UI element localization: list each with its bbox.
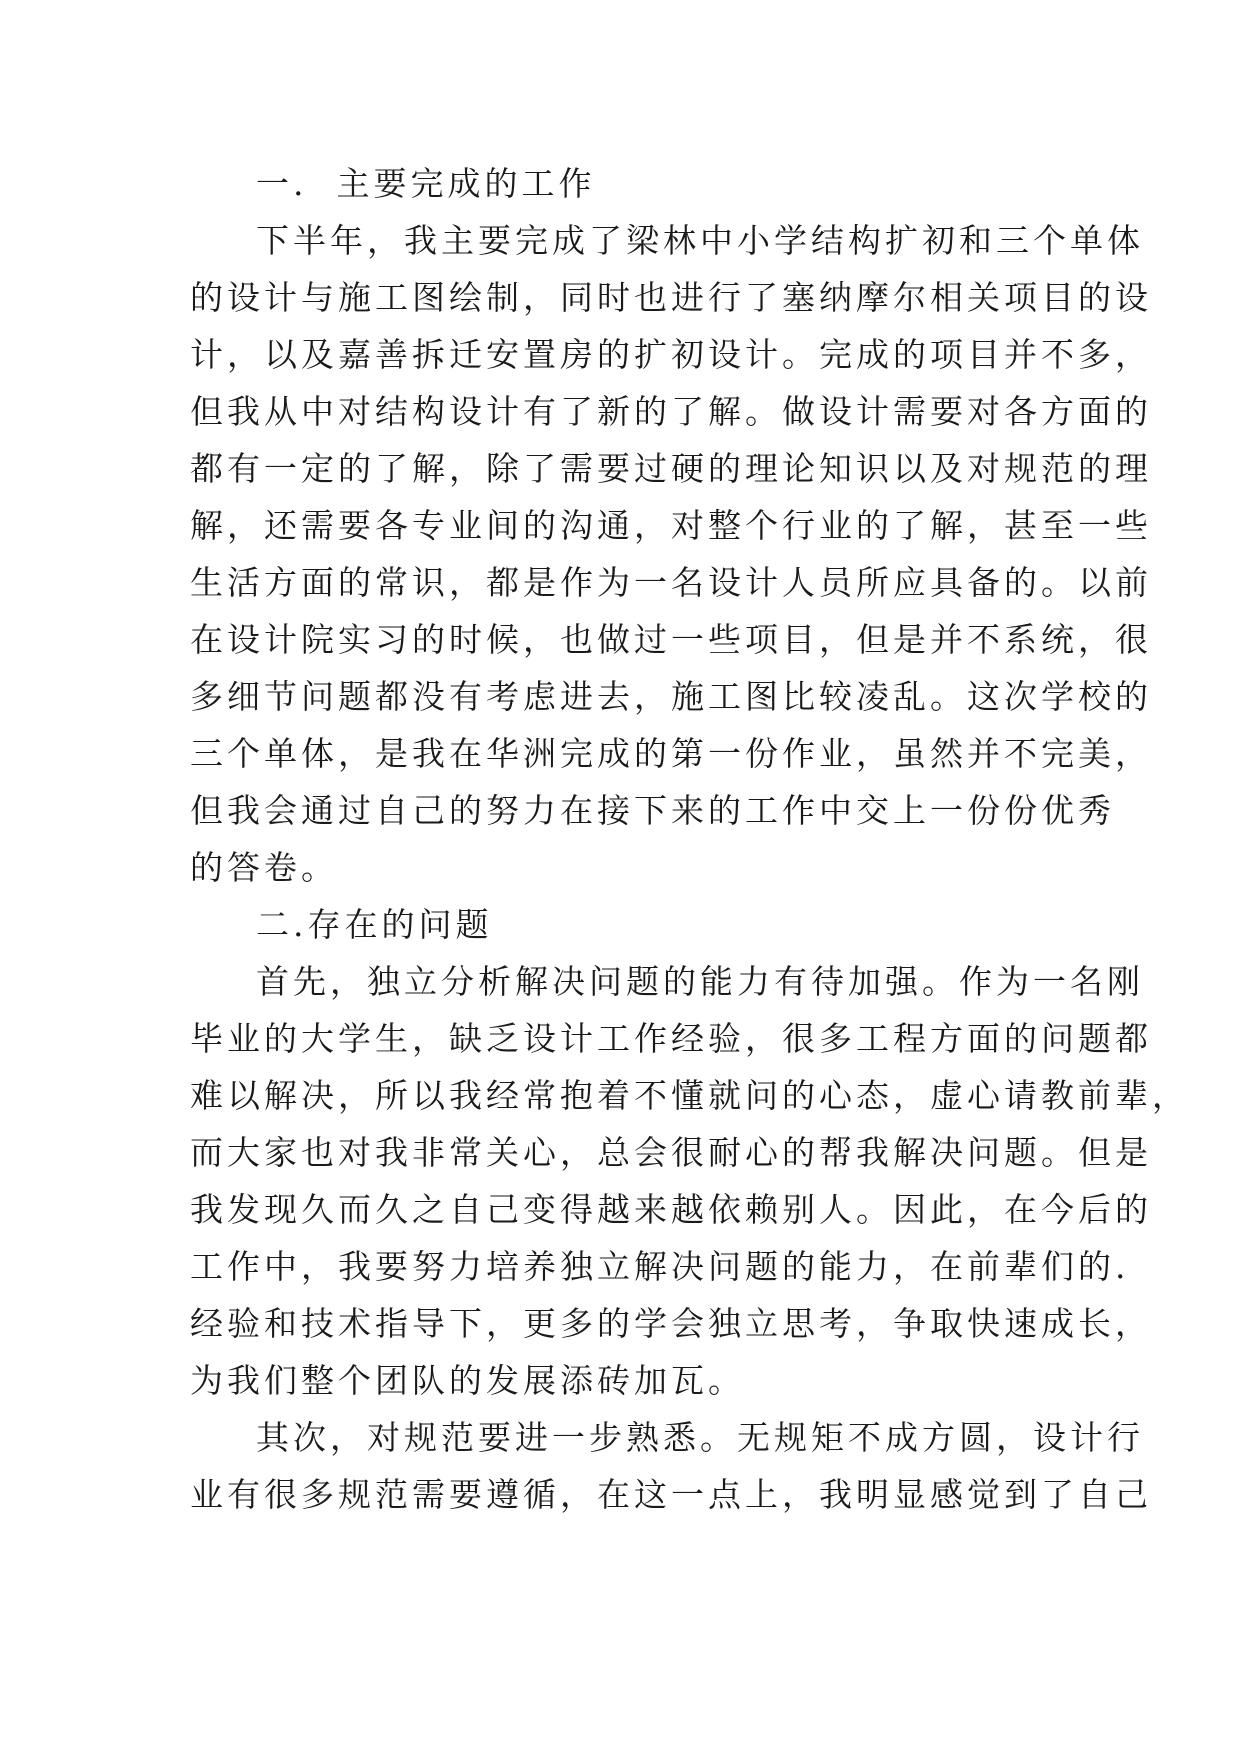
section-heading-1: 一. 主要完成的工作: [256, 164, 596, 203]
paragraph-line: 工作中，我要努力培养独立解决问题的能力，在前辈们的.: [190, 1247, 1130, 1286]
paragraph-line: 但我会通过自己的努力在接下来的工作中交上一份份优秀: [190, 791, 1115, 830]
paragraph-line: 首先，独立分析解决问题的能力有待加强。作为一名刚: [256, 962, 1144, 1001]
paragraph-1: [190, 212, 1152, 896]
paragraph-line: 经验和技术指导下，更多的学会独立思考，争取快速成长，: [190, 1304, 1152, 1343]
paragraph-2: [190, 953, 1189, 1409]
paragraph-line: 毕业的大学生，缺乏设计工作经验，很多工程方面的问题都: [190, 1019, 1152, 1058]
paragraph-line: 但我从中对结构设计有了新的了解。做设计需要对各方面的: [190, 392, 1152, 431]
paragraph-line: 其次，对规范要进一步熟悉。无规矩不成方圆，设计行: [256, 1418, 1144, 1457]
paragraph-line: 计，以及嘉善拆迁安置房的扩初设计。完成的项目并不多，: [190, 335, 1152, 374]
section-heading-2: 二.存在的问题: [256, 905, 493, 944]
paragraph-line: 我发现久而久之自己变得越来越依赖别人。因此，在今后的: [190, 1190, 1152, 1229]
document-body: [190, 155, 1189, 1523]
paragraph-line: 在设计院实习的时候，也做过一些项目，但是并不系统，很: [190, 620, 1152, 659]
paragraph-line: 解，还需要各专业间的沟通，对整个行业的了解，甚至一些: [190, 506, 1152, 545]
paragraph-line: 难以解决，所以我经常抱着不懂就问的心态，虚心请教前辈，: [190, 1076, 1189, 1115]
paragraph-line: 为我们整个团队的发展添砖加瓦。: [190, 1361, 745, 1400]
paragraph-line: 下半年，我主要完成了梁林中小学结构扩初和三个单体: [256, 221, 1144, 260]
paragraph-line: 三个单体，是我在华洲完成的第一份作业，虽然并不完美，: [190, 734, 1152, 773]
paragraph-3: [190, 1409, 1152, 1523]
paragraph-line: 的设计与施工图绘制，同时也进行了塞纳摩尔相关项目的设: [190, 278, 1152, 317]
paragraph-line: 生活方面的常识，都是作为一名设计人员所应具备的。以前: [190, 563, 1152, 602]
paragraph-line: 都有一定的了解，除了需要过硬的理论知识以及对规范的理: [190, 449, 1152, 488]
paragraph-line: 多细节问题都没有考虑进去，施工图比较凌乱。这次学校的: [190, 677, 1152, 716]
paragraph-line: 的答卷。: [190, 848, 338, 887]
paragraph-line: 业有很多规范需要遵循，在这一点上，我明显感觉到了自己: [190, 1475, 1152, 1514]
paragraph-line: 而大家也对我非常关心，总会很耐心的帮我解决问题。但是: [190, 1133, 1152, 1172]
